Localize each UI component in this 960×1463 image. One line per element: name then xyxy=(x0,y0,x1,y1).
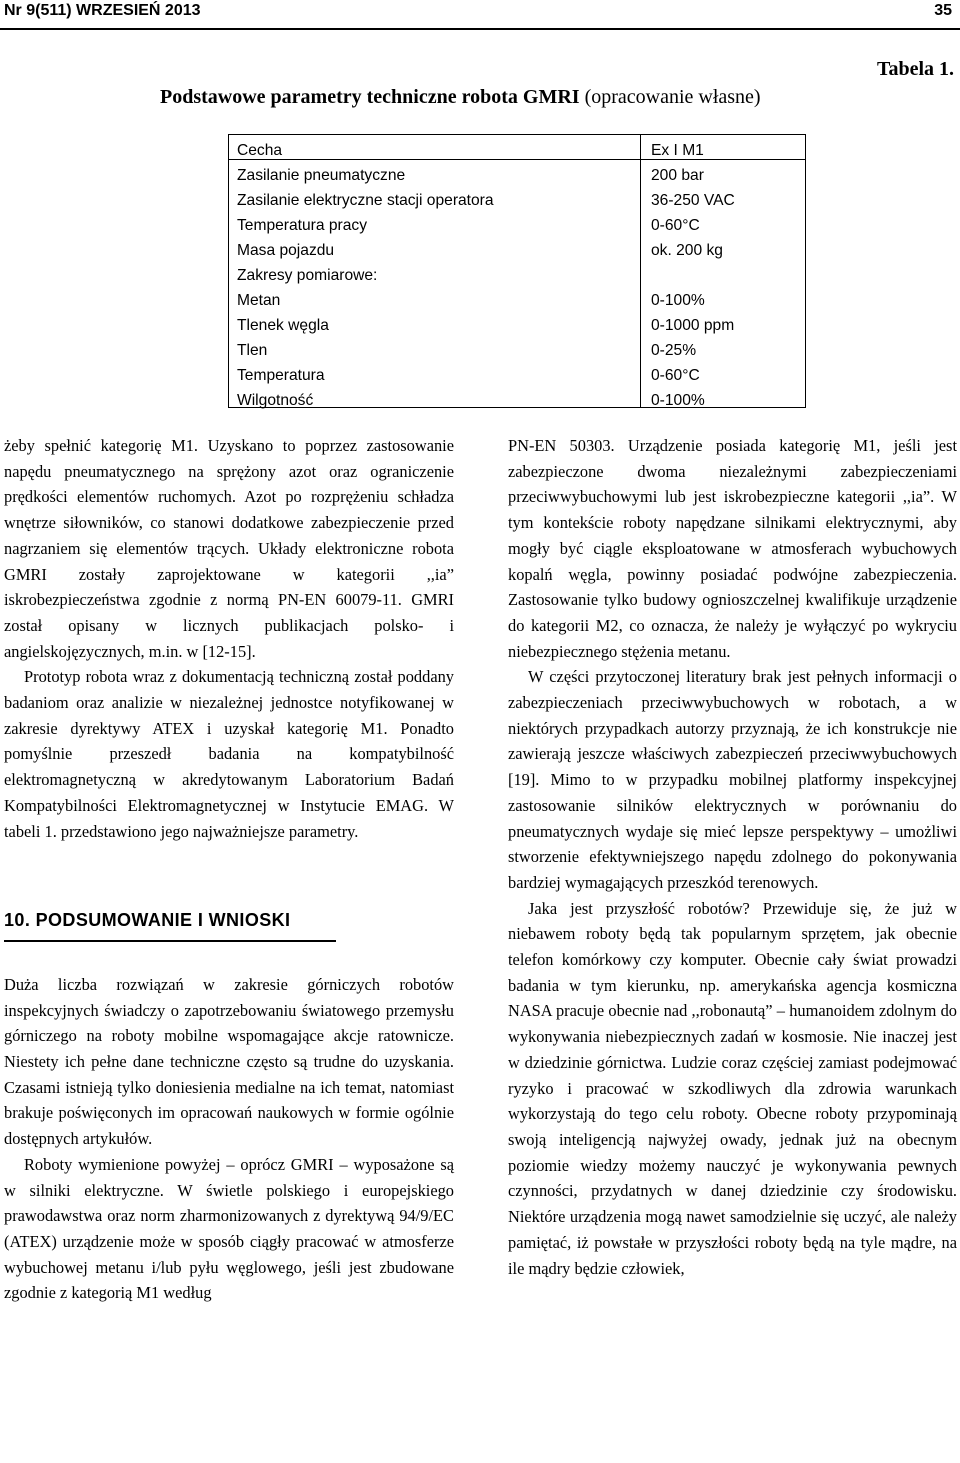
row-value: 36-250 VAC xyxy=(651,191,735,209)
row-value: 0-60°C xyxy=(651,216,700,234)
paragraph: Roboty wymienione powyżej – oprócz GMRI – wyposażone są w silniki elektryczne. W świetle polskiego i europejskiego prawodawstwa oraz norm zharmonizowanych z dyrektywą 94/9/EC (ATEX) urządzenie może w sposób ciągły pracować w atmosferze wybuchowej metanu i/lub pyłu węglowego, jeśli jest zbudowane zgodnie z kategorią M1 według xyxy=(4,1154,454,1303)
row-value: ok. 200 kg xyxy=(651,241,723,259)
row-feature: Temperatura pracy xyxy=(237,216,368,234)
table-title-sub: (opracowanie własne) xyxy=(584,86,761,108)
row-value: 200 bar xyxy=(651,166,704,184)
paragraph: Duża liczba rozwiązań w zakresie górniczych robotów inspekcyjnych świadczy o zapotrzebowaniu światowego przemysłu górniczego na roboty mobilne wspomagające akcje ratownicze. Niestety ich pełne dane techniczne często są trudne do uzyskania. Czasami istnieją tylko doniesienia medialne na ich temat, natomiast brakuje poświęconych im opracowań naukowych w formie ogólnie dostępnych artykułów. xyxy=(4,974,454,1149)
row-feature: Masa pojazdu xyxy=(237,241,335,259)
paragraph: Prototyp robota wraz z dokumentacją techniczną został poddany badaniom oraz analizie w niezależnej jednostce notyfikowanej w zakresie dyrektywy ATEX i uzyskał kategorię M1. Ponadto pomyślnie przeszedł badania na kompatybilność elektromagnetyczną w akredytowanym Laboratorium Badań Kompatybilności Elektromagnetycznej w Instytucie EMAG. W tabeli 1. przedstawiono jego najważniejsze parametry. xyxy=(4,667,454,841)
table-row xyxy=(228,388,806,413)
row-feature: Zasilanie elektryczne stacji operatora xyxy=(237,191,494,209)
table-title xyxy=(160,86,761,109)
row-value: 0-60°C xyxy=(651,366,700,384)
row-feature: Temperatura xyxy=(237,366,325,384)
page-header xyxy=(0,0,960,30)
table-header-row xyxy=(228,138,806,163)
paragraph: Jaka jest przyszłość robotów? Przewiduje się, że już w niebawem roboty będą tak popularnym sprzętem, jak obecnie telefon komórkowy czy komputer. Obecnie cały świat prowadzi badania w tym kierunku, np. amerykańska agencja kosmiczna NASA pracuje obecnie nad ,,robonautą” – humanoidem zdolnym do wykonywania niebezpiecznych zadań w kosmosie. Nie inaczej jest w dziedzinie górnictwa. Ludzie coraz częściej zamiast podejmować ryzyko i pracować w szkodliwych dla zdrowia warunkach wykorzystają do tego celu roboty. Obecne roboty przypominają swoją inteligencją najwyżej owady, jednak już na obecnym poziomie wiedzy możemy nauczyć je wykonywania pewnych czynności, przydatnych w danej dziedzinie czy środowisku. Niektóre urządzenia mogą nawet samodzielnie się uczyć, ale należy pamiętać, iż powstałe w przyszłości roboty będą na tyle mądre, na ile mądry będzie człowiek, xyxy=(508,898,957,1278)
row-feature: Zakresy pomiarowe: xyxy=(237,266,378,284)
row-feature: Zasilanie pneumatyczne xyxy=(237,166,406,184)
paragraph: W części przytoczonej literatury brak jest pełnych informacji o zabezpieczeniach przeciwwybuchowych w robotach, a w niektórych przypadkach autorzy przyznają, że ich konstrukcje nie zawierają jeszcze właściwych zabezpieczeń przeciwwybuchowych [19]. Mimo to w przypadku mobilnej platformy inspekcyjnej zastosowanie silników elektrycznych w porównaniu do pneumatycznych wydaje się mieć lepsze perspektywy – umożliwi stworzenie efektywniejszego napędu zdolnego do pokonywania bardziej wymagających przeszkód terenowych. xyxy=(508,667,957,892)
header-rule xyxy=(0,28,960,30)
table-label: Tabela 1. xyxy=(876,58,954,80)
row-value: 0-1000 ppm xyxy=(651,316,735,334)
page-number: 35 xyxy=(934,2,952,19)
journal-issue: Nr 9(511) WRZESIEŃ 2013 xyxy=(4,2,201,19)
row-value xyxy=(651,263,806,288)
right-column xyxy=(508,433,957,1281)
paragraph: żeby spełnić kategorię M1. Uzyskano to poprzez zastosowanie napędu pneumatycznego na sprężony azot oraz ograniczenie prędkości elementów ruchomych. Azot po rozprężeniu schładza wnętrze siłowników, co stanowi dodatkowe zabezpieczenie przed nagrzaniem się elementów trących. Układy elektroniczne robota GMRI zostały zaprojektowane w kategorii ,,ia” iskrobezpieczeństwa zgodnie z normą PN-EN 60079-11. GMRI został opisany w licznych publikacjach polsko- i angielskojęzycznych, m.in. w [12-15]. xyxy=(4,436,454,661)
row-value: 0-25% xyxy=(651,341,697,359)
parameters-table xyxy=(228,138,806,413)
table-row xyxy=(228,163,806,188)
row-feature: Tlenek węgla xyxy=(237,316,329,334)
left-column xyxy=(4,433,454,1306)
paragraph: PN-EN 50303. Urządzenie posiada kategorię M1, jeśli jest zabezpieczone dwoma niezależnymi zabezpieczeniami przeciwwybuchowymi lub jest iskrobezpieczne kategorii ,,ia”. W tym kontekście roboty napędzane silnikami elektrycznymi, aby mogły być ciągle eksploatowane w atmosferach wybuchowych kopalń węgla, powinny posiadać podwójne zabezpieczenia. Zastosowanie tylko budowy ognioszczelnej kwalifikuje urządzenie do kategorii M2, co oznacza, że należy je wyłączyć po wykryciu niebezpiecznego stężenia metanu. xyxy=(508,436,957,661)
table-row xyxy=(228,263,806,288)
table-row xyxy=(228,188,806,213)
table-row xyxy=(228,363,806,388)
table-row xyxy=(228,338,806,363)
row-value: 0-100% xyxy=(651,391,705,409)
table-header-value: Ex I M1 xyxy=(651,141,704,159)
row-feature: Tlen xyxy=(237,341,268,359)
table-row xyxy=(228,213,806,238)
table-row xyxy=(228,288,806,313)
row-feature: Metan xyxy=(237,291,281,309)
table-title-main: Podstawowe parametry techniczne robota GMRI xyxy=(160,86,580,108)
table-row xyxy=(228,313,806,338)
table-row xyxy=(228,238,806,263)
table-header-feature: Cecha xyxy=(237,141,283,159)
row-value: 0-100% xyxy=(651,291,705,309)
section-heading: 10. PODSUMOWANIE I WNIOSKI xyxy=(4,908,336,942)
row-feature: Wilgotność xyxy=(237,391,314,409)
